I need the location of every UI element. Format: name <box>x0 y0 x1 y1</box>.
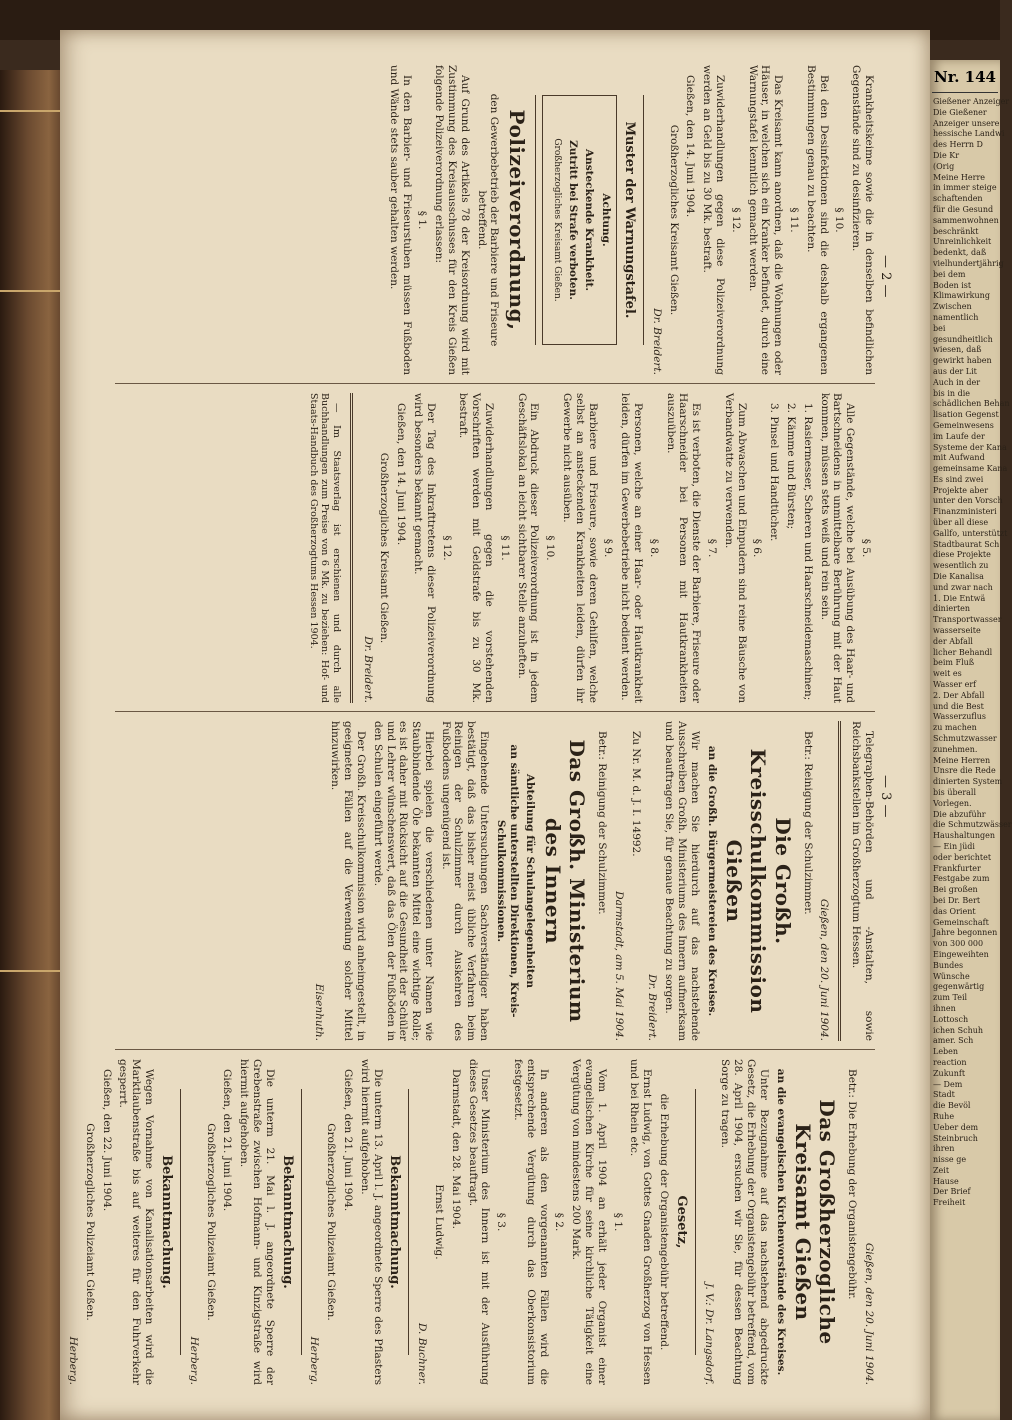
col4-sub2: die Erhebung der Organistengebühr betreffend. <box>657 1093 670 1351</box>
col2-sect9: § 9. <box>602 538 615 558</box>
adjacent-page-line: Bei großen <box>933 885 978 895</box>
col2-para8: Der Tag des Inkrafttretens dieser Polizeiverordnung wird besonders bekannt gemacht. <box>412 393 437 703</box>
col3-para4: Der Großh. Kreisschulkommission wird anheimgestellt, in geeigneten Fällen auf die Verwendung solcher Mittel hinzuwirken. <box>329 721 367 1041</box>
col1-para2: Bei den Desinfektionen sind die deshalb ergangenen Bestimmungen genau zu beachten. <box>804 65 830 375</box>
col3-para2: Eingehende Untersuchungen Sachverständiger haben bestätigt, daß das bisher meist übliche Verfahren beim Reinigen der Schulzimmer durch Auskehren des Fußbodens ungenügend ist. <box>439 721 491 1041</box>
col4-para4: In anderen als den vorgenannten Fällen wird die entsprechende Vergütung durch das Oberkonsistorium festgesetzt. <box>512 1059 550 1385</box>
adjacent-page-line: über all diese <box>933 518 989 528</box>
adjacent-page-line: schaftenden <box>933 194 983 204</box>
col1-para3: Das Kreisamt kann anordnen, daß die Wohnungen oder Häuser, in welchen sich ein Kranker befindet, durch eine Warnungstafel kenntlich gemacht werden. <box>746 65 785 375</box>
page-number-right: — 3 — <box>878 775 893 818</box>
adjacent-page-line: oder berichtet <box>933 852 992 862</box>
adjacent-page-line: dinierten <box>933 604 971 614</box>
col4-sub1: an die evangelischen Kirchenvorstände des Kreises. <box>774 1068 787 1376</box>
adjacent-page-line: Gallfo, unterstützt <box>933 528 1008 538</box>
adjacent-page-line: Zeit <box>933 1165 950 1175</box>
adjacent-page-line: wiesen, daß <box>933 345 982 355</box>
adjacent-page-line: Zukunft <box>933 1068 966 1078</box>
col4-para5: Unser Ministerium des Innern ist mit der Ausführung dieses Gesetzes beauftragt. <box>466 1059 492 1385</box>
adjacent-page-line: und zwar nach <box>933 582 993 592</box>
col2-list1: 1. Rasiermesser, Scheren und Haarschneidemaschinen; <box>801 403 814 701</box>
col1-para6: In den Barbier- und Friseurstuben müssen Fußboden und Wände stets sauber gehalten werden. <box>387 65 413 375</box>
adjacent-page-line: beim Fluß <box>933 658 975 668</box>
polizei-heading: Polizeiverordnung, <box>504 109 529 331</box>
adjacent-page-line: Finanzministeri <box>933 507 997 517</box>
adjacent-page-line: in immer steige <box>933 183 997 193</box>
adjacent-page-line: ihren <box>933 1144 955 1154</box>
col4-signer5: Herberg. <box>187 1336 200 1385</box>
adjacent-page-line: Meine Herre <box>933 172 986 182</box>
adjacent-page-line: bis in die <box>933 388 970 398</box>
adjacent-page-line: zu machen <box>933 723 977 733</box>
adjacent-page-line: Gemeinwesens <box>933 420 994 430</box>
adjacent-page-line: von 300 000 <box>933 939 984 949</box>
adjacent-page-line: beschränkt <box>933 226 979 236</box>
adjacent-page-line: Leben <box>933 1047 959 1057</box>
adjacent-page-line: zum Teil <box>933 993 968 1003</box>
adjacent-page-line: Haushaltungen <box>933 831 996 841</box>
adjacent-page-line: — Dem <box>933 1079 963 1089</box>
adjacent-page-line: Wünsche <box>933 971 970 981</box>
col2-footer: — Im Staatsverlag ist erschienen und durch alle Buchhandlungen zum Preise von 6 Mk. zu beziehen: Hof- und Staats-Handbuch des Großherzogtums Hessen 1904. <box>307 393 342 703</box>
adjacent-page-line: die Bevöl <box>933 1101 971 1111</box>
adjacent-page-line: Projekte aber <box>933 485 989 495</box>
page-number-left: — 2 — <box>878 255 893 298</box>
col3-intro: Telegraphen-Behörden und -Anstalten, sowie Reichsbankstellen im Großherzogtum Hessen. <box>850 721 875 1041</box>
col1-sect11: § 11. <box>788 207 801 233</box>
col4-para1: Unter Bezugnahme auf das nachstehend abgedruckte Gesetz, die Erhebung der Organistengebühr betreffend, vom 28. April 1904, ersuchen wir Sie, für dessen Beachtung Sorge zu tragen. <box>719 1059 770 1385</box>
col2-para1: Alle Gegenstände, welche bei Ausübung des Haar- und Bartschneidens in unmittelbare Berührung mit der Haut kommen, müssen stets weiß und rein sein. <box>818 393 857 703</box>
divider <box>695 1089 696 1355</box>
col3-signer2: Eisenhuth. <box>312 983 325 1041</box>
adjacent-page-line: wesentlich zu <box>933 561 989 571</box>
adjacent-page-line: reaction <box>933 1057 967 1067</box>
col2-sect8: § 8. <box>647 538 660 558</box>
col1-para4: Zuwiderhandlungen gegen diese Polizeiverordnung werden an Geld bis zu 30 Mk. bestraft. <box>701 65 727 375</box>
col2-para7: Zuwiderhandlungen gegen die vorstehenden Vorschriften werden mit Geldstrafe bis zu 30 Mk. bestraft. <box>457 393 496 703</box>
col4-sect1: § 1. <box>611 1212 624 1232</box>
col4-para8: Wegen Vornahme von Kanalisationsarbeiten wird die Marktlaubenstraße bis auf weiteres für den Fuhrverkehr gesperrt. <box>117 1059 156 1385</box>
adjacent-page-line: zunehmen. <box>933 744 978 754</box>
col2-para6: Ein Abdruck dieser Polizeiverordnung ist in jedem Geschäftslokal an leicht sichtbarer Stelle anzuheften. <box>515 393 541 703</box>
adjacent-page-line: und die Best <box>933 701 984 711</box>
adjacent-page <box>930 60 1012 1420</box>
col4-para7: Die unterm 21. Mai l. J. angeordnete Sperre der Grebenstraße zwischen Hofmann- und Kinzigstraße wird hiermit aufgehoben. <box>238 1059 276 1385</box>
adjacent-page-line: weit es <box>933 669 962 679</box>
adjacent-page-line: Unreinlichkeit <box>933 237 992 247</box>
divider <box>535 95 536 345</box>
adjacent-page-line: bedenkt, daß <box>933 248 987 258</box>
col3-heading1: Die Großh. Kreisschulkommission Gießen <box>722 748 795 1014</box>
adjacent-page-line: des Herrn D <box>933 140 983 150</box>
column-1 <box>115 65 875 375</box>
adjacent-page-line: Steinbruch <box>933 1133 978 1143</box>
col4-auth4: Großherzogliches Polizeiamt Gießen. <box>204 1123 217 1321</box>
col2-sect10: § 10. <box>544 535 557 561</box>
col2-sect6: § 6. <box>751 538 764 558</box>
adjacent-page-line: bei Dr. Bert <box>933 895 981 905</box>
adjacent-page-line: Gemeinschaft <box>933 917 989 927</box>
adjacent-page-line: bei <box>933 323 946 333</box>
col1-authority: Großherzogliches Kreisamt Gießen. <box>667 124 680 316</box>
col3-betr2: Betr.: Reinigung der Schulzimmer. <box>596 731 609 915</box>
col1-sect10: § 10. <box>833 207 846 233</box>
adjacent-page-line: gegenwärtig <box>933 982 985 992</box>
adjacent-page-line: unter den Vorsch <box>933 496 1003 506</box>
col4-signer3: D. Buchner. <box>416 1322 429 1385</box>
adjacent-page-line: 1. Die Entwä <box>933 593 986 603</box>
muster-heading: Muster der Warnungstafel. <box>622 121 638 319</box>
col4-date1: Gießen, den 20. Juni 1904. <box>863 1242 875 1385</box>
col2-list3: 3. Pinsel und Handtücher. <box>768 403 781 542</box>
adjacent-page-line: bei dem <box>933 269 966 279</box>
adjacent-page-line: das Orient <box>933 906 976 916</box>
adjacent-page-line: Freiheit <box>933 1198 966 1208</box>
adjacent-page-line: bis überall <box>933 788 977 797</box>
adjacent-page-line: Ueber dem <box>933 1122 979 1132</box>
col2-para5: Barbiere und Friseure, sowie deren Gehilfen, welche selbst an ansteckenden Krankheiten leiden, dürfen ihr Gewerbe nicht ausüben. <box>561 393 599 703</box>
col2-sect5: § 5. <box>860 538 872 558</box>
col4-betr1: Betr.: Die Erhebung der Organistengebühr. <box>846 1069 859 1300</box>
column-4 <box>67 1059 875 1385</box>
col3-sub3: an sämtliche unterstellten Direktionen, Kreis-Schulkommissionen. <box>494 744 520 1018</box>
adjacent-page-line: Zwischen <box>933 302 972 312</box>
col3-date2: Darmstadt, am 5. Mai 1904. <box>612 891 625 1041</box>
col4-signer6: Herberg. <box>67 1336 80 1385</box>
adjacent-page-line: Systeme der Kana <box>933 442 1007 452</box>
column-2 <box>115 393 875 703</box>
col4-signer4: Herberg. <box>308 1336 321 1385</box>
adjacent-page-line: Es sind zwei <box>933 474 984 484</box>
col4-date2: Darmstadt, den 28. Mai 1904. <box>449 1069 462 1229</box>
col3-para1: Wir machen Sie hierdurch auf das nachstehende Ausschreiben Großh. Ministeriums des Innern aufmerksam und beauftragen Sie, für genaue Beachtung zu sorgen. <box>663 721 701 1041</box>
adjacent-page-line: licher Behandl <box>933 647 993 657</box>
tafel-authority: Großherzogliches Kreisamt Gießen. <box>551 138 562 302</box>
col4-signer1: J. V.: Dr. Langsdorf. <box>702 1282 715 1385</box>
rotated-content <box>67 55 895 1395</box>
adjacent-page-line: Die abzuführ <box>933 809 986 819</box>
adjacent-page-line: Jahre begonnen <box>933 928 998 938</box>
adjacent-page-line: gesundheitlich <box>933 334 993 344</box>
warning-sign-box <box>542 95 617 345</box>
adjacent-page-line: nisse ge <box>933 1155 967 1165</box>
adjacent-page-line: ichen Schuh <box>933 1025 984 1035</box>
adjacent-page-line: Der Brief <box>933 1187 971 1197</box>
col2-sect12: § 12. <box>440 535 453 561</box>
adjacent-page-text <box>930 97 1012 1209</box>
col4-heading2: Gesetz, <box>673 1195 689 1249</box>
adjacent-page-line: der Abfall <box>933 636 973 646</box>
divider <box>838 721 841 1041</box>
polizei-subheading: den Gewerbebetrieb der Barbiere und Friseure betreffend. <box>475 93 501 347</box>
adjacent-page-line: (Orig <box>933 161 955 171</box>
newspaper-page <box>60 30 930 1420</box>
divider <box>350 393 353 703</box>
col4-date5: Gießen, den 22. Juni 1904. <box>100 1069 113 1212</box>
col4-auth3: Großherzogliches Polizeiamt Gießen. <box>325 1123 338 1321</box>
col4-date3: Gießen, den 21. Juni 1904. <box>341 1069 354 1212</box>
col2-signer: Dr. Breidert. <box>361 636 374 703</box>
col2-para2: Zum Abwaschen und Einpudern sind reine Bäusche von Verbandwatte zu verwenden. <box>722 393 748 703</box>
divider <box>408 1089 409 1355</box>
adjacent-page-line: hessische Landwi <box>933 129 1005 139</box>
adjacent-page-line: Auch in der <box>933 377 981 387</box>
col2-list2: 2. Kämme und Bürsten; <box>785 403 798 530</box>
adjacent-page-line: lisation Gegenst <box>933 410 999 420</box>
col2-sect7: § 7. <box>706 538 719 558</box>
adjacent-page-line: aus der Lit <box>933 366 977 376</box>
col4-sect2: § 2. <box>553 1212 566 1232</box>
col4-heading1: Das Großherzogliche Kreisamt Gießen <box>791 1099 840 1345</box>
col3-ref: Zu Nr. M. d. J. I. 14992. <box>629 731 642 857</box>
tafel-line1: Achtung. <box>600 193 613 247</box>
col3-sub1: an die Großh. Bürgermeistereien des Kreises. <box>705 745 718 1017</box>
col1-signer: Dr. Breidert. <box>650 308 663 375</box>
adjacent-page-line: vielhundertjährig <box>933 258 1004 268</box>
col2-para4: Personen, welche an einer Haar- oder Hautkrankheit leiden, dürfen im Gewerbebetriebe nicht bedient werden. <box>619 393 645 703</box>
column-rule <box>115 1049 875 1050</box>
col1-para1: Krankheitskeime sowie die in denselben befindlichen Gegenstände sind zu desinfizieren. <box>850 65 875 375</box>
adjacent-page-line: Eingeweihten <box>933 949 989 959</box>
col4-heading5: Bekanntmachung. <box>158 1155 174 1289</box>
adjacent-page-line: Wasserzuflus <box>933 712 987 722</box>
divider <box>301 1089 302 1355</box>
col1-sect1: § 1. <box>416 210 429 230</box>
adjacent-page-line: Die Kr <box>933 150 960 160</box>
col4-para3: Vom 1. April 1904 an erhält jeder Organist einer evangelischen Kirche für seine kirchliche Tätigkeit eine Vergütung von mindestens 200 Mark. <box>570 1059 608 1385</box>
col1-para5: Auf Grund des Artikels 78 der Kreisordnung wird mit Zustimmung des Kreisausschusses für den Kreis Gießen folgende Polizeiverordnung erlassen: <box>433 65 471 375</box>
adjacent-page-line: Klimawirkung <box>933 291 990 301</box>
adjacent-page-line: Schmutzwasser <box>933 734 997 744</box>
adjacent-page-line: im Laufe der <box>933 431 985 441</box>
adjacent-page-line: Die Gießener <box>933 107 987 117</box>
adjacent-page-line: für die Gesund <box>933 204 994 214</box>
column-rule <box>115 711 875 712</box>
col3-signer1: Dr. Breidert. <box>646 974 659 1041</box>
col3-betr1: Betr.: Reinigung der Schulzimmer. <box>801 731 814 915</box>
adjacent-page-line: gewirkt haben <box>933 356 992 366</box>
adjacent-page-line: Stadtbaurat Sch <box>933 539 1000 549</box>
col2-authority: Großherzogliches Kreisamt Gießen. <box>378 452 391 644</box>
adjacent-page-line: Meine Herren <box>933 755 991 765</box>
col3-heading2: Das Großh. Ministerium des Innern <box>540 739 590 1023</box>
divider <box>180 1089 181 1355</box>
col4-sect3: § 3. <box>495 1212 508 1232</box>
adjacent-page-line: Frankfurter <box>933 863 981 873</box>
adjacent-page-line: 2. Der Abfall <box>933 690 985 700</box>
adjacent-page-line: Festgabe zum <box>933 874 990 884</box>
column-rule <box>115 383 875 384</box>
adjacent-page-line: gemeinsame Kana <box>933 464 1008 474</box>
adjacent-page-line: Boden ist <box>933 280 972 290</box>
tafel-line2: Ansteckende Krankheit. <box>583 148 596 292</box>
col1-sect12: § 12. <box>729 207 742 233</box>
col1-date: Gießen, den 14. Juni 1904. <box>684 75 697 218</box>
adjacent-page-line: Ruhe <box>933 1111 955 1121</box>
divider <box>932 92 998 93</box>
adjacent-page-line: diese Projekte <box>933 550 991 560</box>
divider <box>643 95 644 345</box>
column-3 <box>115 721 875 1041</box>
adjacent-page-line: Lottosch <box>933 1014 969 1024</box>
adjacent-page-line: Unsre die Rede <box>933 766 996 776</box>
adjacent-page-line: wasserseite <box>933 626 981 636</box>
adjacent-page-line: amer. Sch <box>933 1036 974 1046</box>
adjacent-page-line: Bundes <box>933 960 964 970</box>
adjacent-page-line: namentlich <box>933 312 979 322</box>
col4-auth5: Großherzogliches Polizeiamt Gießen. <box>83 1123 96 1321</box>
adjacent-page-line: die Schmutzwässer <box>933 820 1012 830</box>
adjacent-page-line: Anzeiger unsere <box>933 118 1000 128</box>
adjacent-page-line: sammenwohnen <box>933 215 999 225</box>
col3-date1: Gießen, den 20. Juni 1904. <box>818 898 831 1041</box>
adjacent-page-line: Stadt <box>933 1090 955 1100</box>
col4-heading4: Bekanntmachung. <box>279 1155 295 1289</box>
col2-para3: Es ist verboten, die Dienste der Barbiere, Friseure oder Haarschneider bei Personen mit Hautkrankheiten auszuüben. <box>664 393 703 703</box>
col4-para6: Die unterm 13. April l. J. angeordnete Sperre des Pflasters wird hiermit aufgehoben. <box>358 1059 384 1385</box>
adjacent-page-line: Wasser erf <box>933 680 977 690</box>
col4-signer2: Ernst Ludwig. <box>433 1184 446 1260</box>
adjacent-page-line: Gießener Anzeiger <box>933 97 1010 106</box>
adjacent-page-line: ihnen <box>933 1003 956 1013</box>
col3-sub2: Abteilung für Schulangelegenheiten <box>524 773 537 989</box>
col4-heading3: Bekanntmachung. <box>387 1155 403 1289</box>
adjacent-page-header: Nr. 144 <box>934 68 996 86</box>
adjacent-page-line: Vorlegen. <box>933 798 972 808</box>
tafel-line3: Zutritt bei Strafe verboten. <box>566 140 579 300</box>
adjacent-page-line: Transportwasser <box>933 615 1002 625</box>
col3-para3: Hierbei spielen die verschiedenen unter Namen wie Staubbindende Öle bekannten Mittel eine wichtige Rolle; es ist daher mit Rücksicht auf die Gesundheit der Schüler und Lehrer wünschenswert, daß das Ölen der Fußböden in den Schulen eingeführt werde. <box>371 721 435 1041</box>
adjacent-page-line: Die Kanalisa <box>933 572 984 582</box>
adjacent-page-line: dinierten System <box>933 777 1003 787</box>
adjacent-page-line: — Ein jüdi <box>933 841 975 851</box>
col4-date4: Gießen, den 21. Juni 1904. <box>221 1069 234 1212</box>
adjacent-page-line: mit Aufwand <box>933 453 985 463</box>
col4-para2: Ernst Ludwig, von Gottes Gnaden Großherzog von Hessen und bei Rhein etc. <box>628 1059 654 1385</box>
adjacent-page-line: schädlichen Behan <box>933 399 1010 409</box>
adjacent-page-line: Hause <box>933 1176 959 1186</box>
col2-sect11: § 11. <box>498 535 511 561</box>
col2-date: Gießen, den 14. Juni 1904. <box>395 403 408 546</box>
